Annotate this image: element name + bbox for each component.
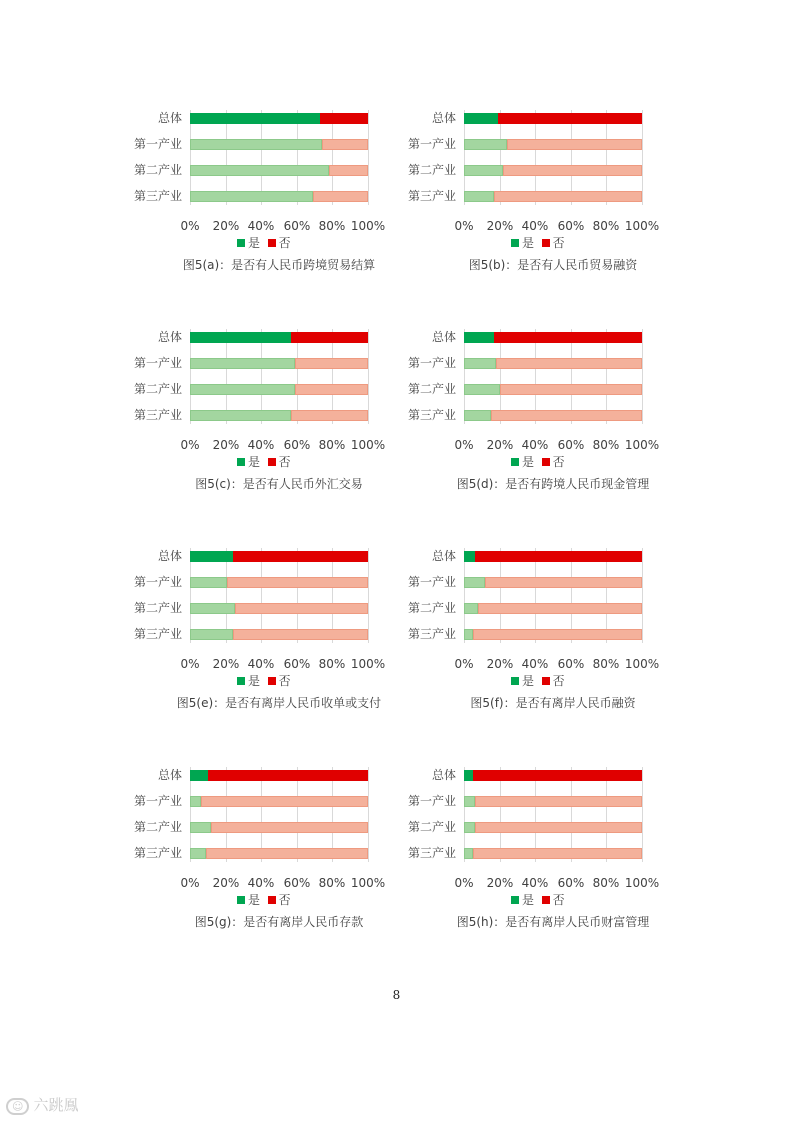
category-label: 第二产业 <box>407 601 456 615</box>
bar-segment-yes <box>190 410 291 421</box>
bar-segment-no <box>227 577 368 588</box>
x-tick-label: 60% <box>283 219 311 233</box>
category-label: 总体 <box>157 111 182 125</box>
legend-label-no: 否 <box>278 236 291 250</box>
gridline <box>368 329 369 424</box>
bar <box>464 191 642 202</box>
x-tick-label: 20% <box>486 438 514 452</box>
category-label: 第三产业 <box>133 408 182 422</box>
bar <box>190 796 368 807</box>
chart-e <box>110 546 410 726</box>
legend-label-no: 否 <box>278 674 291 688</box>
bar <box>190 113 368 124</box>
legend-label-no: 否 <box>278 893 291 907</box>
category-label: 第三产业 <box>133 627 182 641</box>
legend-gap <box>260 236 268 250</box>
chart-a <box>110 108 410 288</box>
category-label: 第三产业 <box>407 627 456 641</box>
bar-segment-no <box>473 629 642 640</box>
category-label: 总体 <box>431 330 456 344</box>
category-label: 第一产业 <box>407 356 456 370</box>
bar <box>464 848 642 859</box>
category-label: 总体 <box>431 111 456 125</box>
legend <box>511 674 565 688</box>
bar-segment-yes <box>190 384 295 395</box>
bar-segment-no <box>208 770 368 781</box>
bar-segment-yes <box>190 603 235 614</box>
bar-segment-yes <box>190 551 233 562</box>
bar-segment-yes <box>190 629 233 640</box>
bar-segment-no <box>211 822 368 833</box>
bar-segment-no <box>313 191 368 202</box>
bar-segment-yes <box>464 139 507 150</box>
x-tick-label: 100% <box>350 876 386 890</box>
x-tick-label: 100% <box>350 219 386 233</box>
bar-segment-no <box>291 332 368 343</box>
legend <box>237 674 291 688</box>
bar-segment-no <box>475 551 642 562</box>
bar-segment-no <box>478 603 642 614</box>
category-label: 总体 <box>157 768 182 782</box>
chart-title: 图5(h)：是否有离岸人民币财富管理 <box>456 915 650 929</box>
x-tick-label: 20% <box>212 438 240 452</box>
bar-segment-no <box>507 139 642 150</box>
chart-b <box>384 108 684 288</box>
bar-segment-no <box>485 577 642 588</box>
chart-title: 图5(e)：是否有离岸人民币收单或支付 <box>176 696 382 710</box>
legend <box>511 236 565 250</box>
x-tick-label: 40% <box>521 657 549 671</box>
bar-segment-no <box>498 113 642 124</box>
bar <box>464 796 642 807</box>
bar-segment-yes <box>464 629 473 640</box>
bar-segment-no <box>503 165 642 176</box>
category-label: 第二产业 <box>407 382 456 396</box>
category-label: 第三产业 <box>133 846 182 860</box>
bar <box>190 770 368 781</box>
x-tick-label: 40% <box>247 438 275 452</box>
gridline <box>642 548 643 643</box>
category-label: 第二产业 <box>133 382 182 396</box>
bar <box>190 603 368 614</box>
bar-segment-yes <box>190 191 313 202</box>
x-tick-label: 80% <box>318 657 346 671</box>
bar <box>464 165 642 176</box>
legend <box>237 893 291 907</box>
legend-swatch-no <box>268 239 276 247</box>
watermark <box>6 1094 78 1115</box>
x-tick-label: 0% <box>454 438 474 452</box>
bar-segment-yes <box>190 796 201 807</box>
legend <box>237 455 291 469</box>
chart-g <box>110 765 410 945</box>
bar-segment-no <box>475 822 642 833</box>
bar <box>464 358 642 369</box>
legend-label-yes: 是 <box>522 674 535 688</box>
x-tick-label: 0% <box>180 219 200 233</box>
x-tick-label: 0% <box>180 438 200 452</box>
legend-swatch-no <box>542 677 550 685</box>
x-tick-label: 100% <box>624 876 660 890</box>
chart-title: 图5(g)：是否有离岸人民币存款 <box>194 915 364 929</box>
legend-gap <box>534 236 542 250</box>
legend <box>237 236 291 250</box>
bar-segment-no <box>473 770 642 781</box>
bar-segment-yes <box>190 165 329 176</box>
category-label: 第三产业 <box>407 846 456 860</box>
bar-segment-yes <box>464 848 473 859</box>
bar-segment-no <box>496 358 642 369</box>
bar <box>464 629 642 640</box>
bar <box>464 603 642 614</box>
watermark-text: 六跳鳯 <box>33 1096 79 1114</box>
bar-segment-no <box>291 410 368 421</box>
x-tick-label: 20% <box>486 657 514 671</box>
bar-segment-no <box>322 139 368 150</box>
category-label: 第二产业 <box>133 601 182 615</box>
bar-segment-no <box>201 796 368 807</box>
x-tick-label: 20% <box>212 219 240 233</box>
category-label: 第一产业 <box>133 794 182 808</box>
legend-label-yes: 是 <box>522 893 535 907</box>
legend-swatch-yes <box>237 458 245 466</box>
bar-segment-no <box>233 551 368 562</box>
chart-title: 图5(a)：是否有人民币跨境贸易结算 <box>182 258 376 272</box>
bar-segment-no <box>235 603 369 614</box>
category-label: 第二产业 <box>407 820 456 834</box>
category-label: 总体 <box>431 768 456 782</box>
legend-swatch-yes <box>237 896 245 904</box>
bar <box>464 770 642 781</box>
x-tick-label: 80% <box>592 438 620 452</box>
bar-segment-no <box>500 384 642 395</box>
bar-segment-no <box>233 629 368 640</box>
bar-segment-yes <box>464 603 478 614</box>
bar-segment-yes <box>190 577 227 588</box>
watermark-logo-icon: ☺ <box>6 1098 29 1115</box>
bar-segment-no <box>206 848 368 859</box>
gridline <box>642 329 643 424</box>
chart-title: 图5(b)：是否有人民币贸易融资 <box>468 258 638 272</box>
category-label: 第二产业 <box>133 163 182 177</box>
bar-segment-yes <box>190 113 320 124</box>
bar-segment-no <box>473 848 642 859</box>
bar-segment-no <box>295 384 368 395</box>
legend-label-yes: 是 <box>522 455 535 469</box>
bar <box>464 113 642 124</box>
bar <box>190 358 368 369</box>
bar-segment-yes <box>464 796 475 807</box>
legend-gap <box>534 455 542 469</box>
bar-segment-no <box>494 191 642 202</box>
bar-segment-yes <box>190 358 295 369</box>
category-label: 第三产业 <box>407 189 456 203</box>
x-tick-label: 40% <box>247 876 275 890</box>
chart-title: 图5(d)：是否有跨境人民币现金管理 <box>456 477 650 491</box>
bar-segment-yes <box>464 384 500 395</box>
legend-swatch-no <box>542 458 550 466</box>
bar-segment-yes <box>190 770 208 781</box>
x-tick-label: 80% <box>318 438 346 452</box>
bar-segment-yes <box>464 165 503 176</box>
legend-swatch-no <box>268 896 276 904</box>
legend-label-yes: 是 <box>248 674 261 688</box>
x-tick-label: 60% <box>283 438 311 452</box>
legend-label-no: 否 <box>552 674 565 688</box>
category-label: 总体 <box>431 549 456 563</box>
legend-gap <box>534 674 542 688</box>
bar <box>464 332 642 343</box>
x-tick-label: 0% <box>454 876 474 890</box>
x-tick-label: 60% <box>557 876 585 890</box>
x-tick-label: 100% <box>624 657 660 671</box>
x-tick-label: 20% <box>486 876 514 890</box>
x-tick-label: 0% <box>180 657 200 671</box>
x-tick-label: 60% <box>557 438 585 452</box>
x-tick-label: 0% <box>454 219 474 233</box>
category-label: 第一产业 <box>407 575 456 589</box>
page-number: 8 <box>392 988 401 1002</box>
chart-title: 图5(f)：是否有离岸人民币融资 <box>470 696 636 710</box>
bar-segment-no <box>475 796 642 807</box>
legend-swatch-no <box>268 458 276 466</box>
bar <box>190 384 368 395</box>
bar <box>190 822 368 833</box>
chart-c <box>110 327 410 507</box>
bar <box>190 332 368 343</box>
legend-label-no: 否 <box>552 893 565 907</box>
bar-segment-yes <box>464 191 494 202</box>
legend <box>511 455 565 469</box>
bar-segment-yes <box>464 113 498 124</box>
chart-h <box>384 765 684 945</box>
bar <box>464 384 642 395</box>
bar-segment-yes <box>464 358 496 369</box>
legend-label-no: 否 <box>278 455 291 469</box>
category-label: 第一产业 <box>407 794 456 808</box>
category-label: 第三产业 <box>133 189 182 203</box>
category-label: 第一产业 <box>133 575 182 589</box>
bar-segment-no <box>494 332 642 343</box>
chart-d <box>384 327 684 507</box>
gridline <box>368 110 369 205</box>
legend-gap <box>260 893 268 907</box>
x-tick-label: 80% <box>592 876 620 890</box>
legend-swatch-yes <box>511 896 519 904</box>
legend-swatch-yes <box>511 239 519 247</box>
legend-swatch-yes <box>511 677 519 685</box>
x-tick-label: 100% <box>624 438 660 452</box>
bar <box>464 577 642 588</box>
category-label: 第一产业 <box>133 356 182 370</box>
x-tick-label: 80% <box>318 876 346 890</box>
bar-segment-yes <box>464 410 491 421</box>
x-tick-label: 0% <box>180 876 200 890</box>
x-tick-label: 40% <box>247 219 275 233</box>
legend <box>511 893 565 907</box>
bar-segment-yes <box>190 822 211 833</box>
bar <box>190 139 368 150</box>
legend-label-no: 否 <box>552 236 565 250</box>
legend-label-yes: 是 <box>248 455 261 469</box>
legend-gap <box>260 674 268 688</box>
x-tick-label: 0% <box>454 657 474 671</box>
legend-label-yes: 是 <box>248 893 261 907</box>
legend-label-yes: 是 <box>522 236 535 250</box>
x-tick-label: 60% <box>557 657 585 671</box>
chart-f <box>384 546 684 726</box>
bar <box>190 410 368 421</box>
category-label: 第二产业 <box>133 820 182 834</box>
legend-swatch-yes <box>237 239 245 247</box>
x-tick-label: 40% <box>247 657 275 671</box>
bar-segment-yes <box>464 332 494 343</box>
bar-segment-yes <box>464 551 475 562</box>
category-label: 第一产业 <box>133 137 182 151</box>
bar-segment-no <box>491 410 642 421</box>
x-tick-label: 100% <box>350 657 386 671</box>
bar <box>464 410 642 421</box>
category-label: 第三产业 <box>407 408 456 422</box>
x-tick-label: 80% <box>592 657 620 671</box>
bar <box>190 191 368 202</box>
bar-segment-no <box>329 165 368 176</box>
bar-segment-yes <box>464 822 475 833</box>
legend-swatch-no <box>542 896 550 904</box>
x-tick-label: 60% <box>283 657 311 671</box>
legend-swatch-yes <box>511 458 519 466</box>
category-label: 总体 <box>157 549 182 563</box>
bar-segment-no <box>320 113 368 124</box>
x-tick-label: 40% <box>521 438 549 452</box>
bar <box>190 629 368 640</box>
legend-swatch-yes <box>237 677 245 685</box>
bar <box>190 551 368 562</box>
bar-segment-yes <box>190 139 322 150</box>
x-tick-label: 20% <box>486 219 514 233</box>
legend-label-yes: 是 <box>248 236 261 250</box>
bar <box>464 551 642 562</box>
chart-title: 图5(c)：是否有人民币外汇交易 <box>195 477 363 491</box>
category-label: 第二产业 <box>407 163 456 177</box>
legend-swatch-no <box>542 239 550 247</box>
legend-swatch-no <box>268 677 276 685</box>
gridline <box>368 767 369 862</box>
bar-segment-yes <box>190 848 206 859</box>
x-tick-label: 20% <box>212 657 240 671</box>
category-label: 总体 <box>157 330 182 344</box>
x-tick-label: 40% <box>521 219 549 233</box>
gridline <box>642 767 643 862</box>
legend-gap <box>260 455 268 469</box>
bar-segment-yes <box>190 332 291 343</box>
bar-segment-yes <box>464 577 485 588</box>
x-tick-label: 60% <box>283 876 311 890</box>
bar-segment-yes <box>464 770 473 781</box>
x-tick-label: 80% <box>318 219 346 233</box>
x-tick-label: 60% <box>557 219 585 233</box>
bar <box>190 577 368 588</box>
bar-segment-no <box>295 358 368 369</box>
gridline <box>642 110 643 205</box>
bar <box>190 848 368 859</box>
bar <box>190 165 368 176</box>
bar <box>464 822 642 833</box>
legend-label-no: 否 <box>552 455 565 469</box>
x-tick-label: 20% <box>212 876 240 890</box>
bar <box>464 139 642 150</box>
x-tick-label: 100% <box>624 219 660 233</box>
legend-gap <box>534 893 542 907</box>
x-tick-label: 100% <box>350 438 386 452</box>
category-label: 第一产业 <box>407 137 456 151</box>
x-tick-label: 80% <box>592 219 620 233</box>
x-tick-label: 40% <box>521 876 549 890</box>
gridline <box>368 548 369 643</box>
